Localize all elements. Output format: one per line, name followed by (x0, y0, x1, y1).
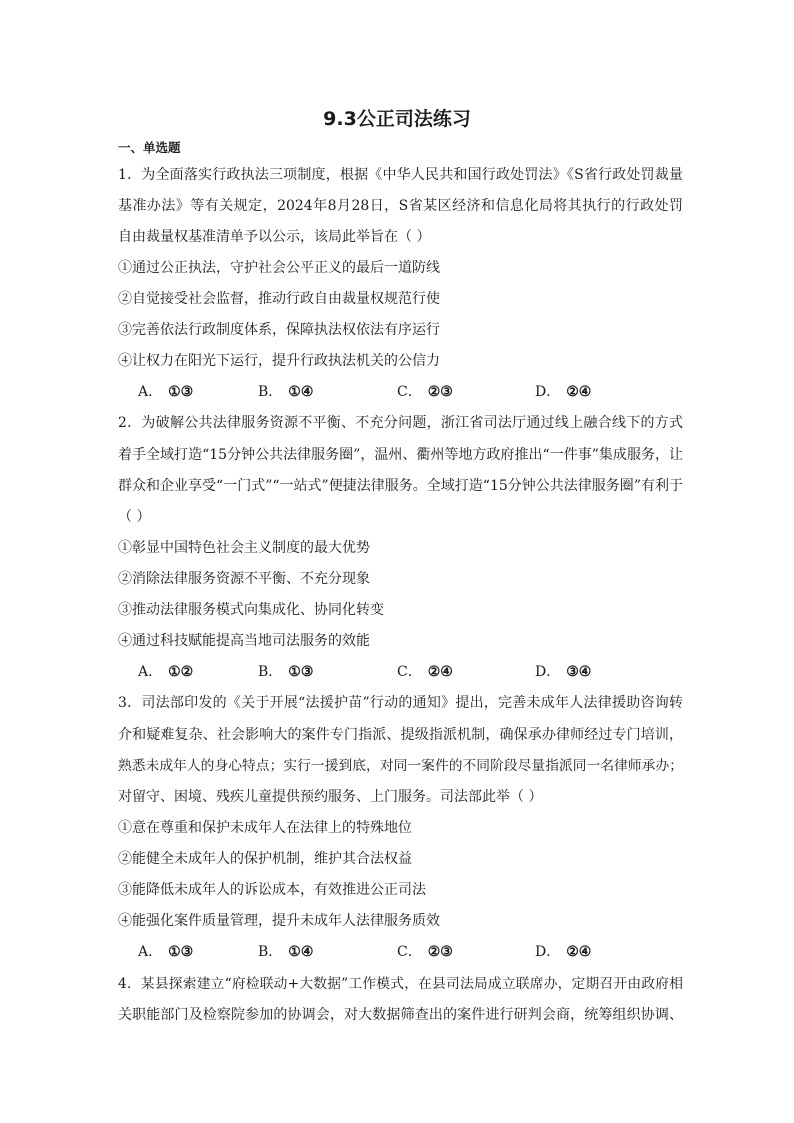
q3-option: ④能强化案件质量管理，提升未成年人法律服务质效 (118, 913, 440, 929)
answer-choice-b[interactable]: B． ①④ (258, 944, 314, 960)
q2-option: ④通过科技赋能提高当地司法服务的效能 (118, 633, 370, 649)
q2-answer-choices (138, 663, 698, 681)
q3-stem-line: 3．司法部印发的《关于开展“法援护苗”行动的通知》提出，完善未成年人法律援助咨询转 (118, 695, 683, 711)
q3-stem-line: 介和疑难复杂、社会影响大的案件专门指派、提级指派机制，确保承办律师经过专门培训， (118, 727, 683, 743)
answer-choice-d[interactable]: D． ②④ (535, 944, 592, 960)
section-heading: 一、单选题 (118, 140, 181, 155)
q2-stem-line: 群众和企业享受“一门式”“一站式”便捷法律服务。全域打造“15分钟公共法律服务圈”有利于 (118, 478, 683, 494)
answer-choice-b[interactable]: B． ①③ (258, 664, 314, 680)
q1-answer-choices (138, 383, 698, 401)
answer-choice-c[interactable]: C． ②④ (397, 664, 453, 680)
q3-option: ③能降低未成年人的诉讼成本，有效推进公正司法 (118, 882, 426, 898)
q3-option: ②能健全未成年人的保护机制，维护其合法权益 (118, 851, 412, 867)
q2-option: ②消除法律服务资源不平衡、不充分现象 (118, 571, 370, 587)
q3-option: ①意在尊重和保护未成年人在法律上的特殊地位 (118, 820, 412, 836)
q3-stem-line: 对留守、困境、残疾儿童提供预约服务、上门服务。司法部此举（ ） (118, 789, 543, 805)
q3-answer-choices (138, 943, 698, 961)
q1-option: ③完善依法行政制度体系，保障执法权依法有序运行 (118, 322, 440, 338)
q3-stem-line: 熟悉未成年人的身心特点；实行一援到底，对同一案件的不同阶段尽量指派同一名律师承办； (118, 758, 683, 774)
q1-stem-line: 1．为全面落实行政执法三项制度，根据《中华人民共和国行政处罚法》《S省行政处罚裁量 (118, 167, 683, 183)
q2-option: ①彰显中国特色社会主义制度的最大优势 (118, 540, 370, 556)
q1-option: ①通过公正执法，守护社会公平正义的最后一道防线 (118, 260, 440, 276)
q1-stem-line: 基准办法》等有关规定，2024年8月28日，S省某区经济和信息化局将其执行的行政处罚 (118, 198, 683, 214)
q2-stem-line: （ ） (118, 509, 151, 525)
answer-choice-a[interactable]: A． ①③ (138, 384, 194, 400)
q2-stem-line: 2．为破解公共法律服务资源不平衡、不充分问题，浙江省司法厅通过线上融合线下的方式 (118, 415, 683, 431)
answer-choice-a[interactable]: A． ①② (138, 664, 194, 680)
answer-choice-b[interactable]: B． ①④ (258, 384, 314, 400)
q1-stem-line: 自由裁量权基准清单予以公示，该局此举旨在（ ） (118, 229, 431, 245)
answer-choice-d[interactable]: D． ③④ (535, 664, 592, 680)
q4-stem-line: 4．某县探索建立“府检联动+大数据”工作模式，在县司法局成立联席办，定期召开由政府相 (118, 976, 683, 992)
answer-choice-c[interactable]: C． ②③ (397, 384, 453, 400)
q2-option: ③推动法律服务模式向集成化、协同化转变 (118, 602, 384, 618)
q1-option: ②自觉接受社会监督，推动行政自由裁量权规范行使 (118, 291, 440, 307)
answer-choice-a[interactable]: A． ①③ (138, 944, 194, 960)
answer-choice-c[interactable]: C． ②③ (397, 944, 453, 960)
page-title: 9.3公正司法练习 (323, 108, 471, 130)
answer-choice-d[interactable]: D． ②④ (535, 384, 592, 400)
q4-stem-line: 关职能部门及检察院参加的协调会，对大数据筛查出的案件进行研判会商，统筹组织协调、 (118, 1007, 683, 1023)
q2-stem-line: 着手全域打造“15分钟公共法律服务圈”，温州、衢州等地方政府推出“一件事”集成服务，让 (118, 447, 683, 463)
q1-option: ④让权力在阳光下运行，提升行政执法机关的公信力 (118, 353, 440, 369)
